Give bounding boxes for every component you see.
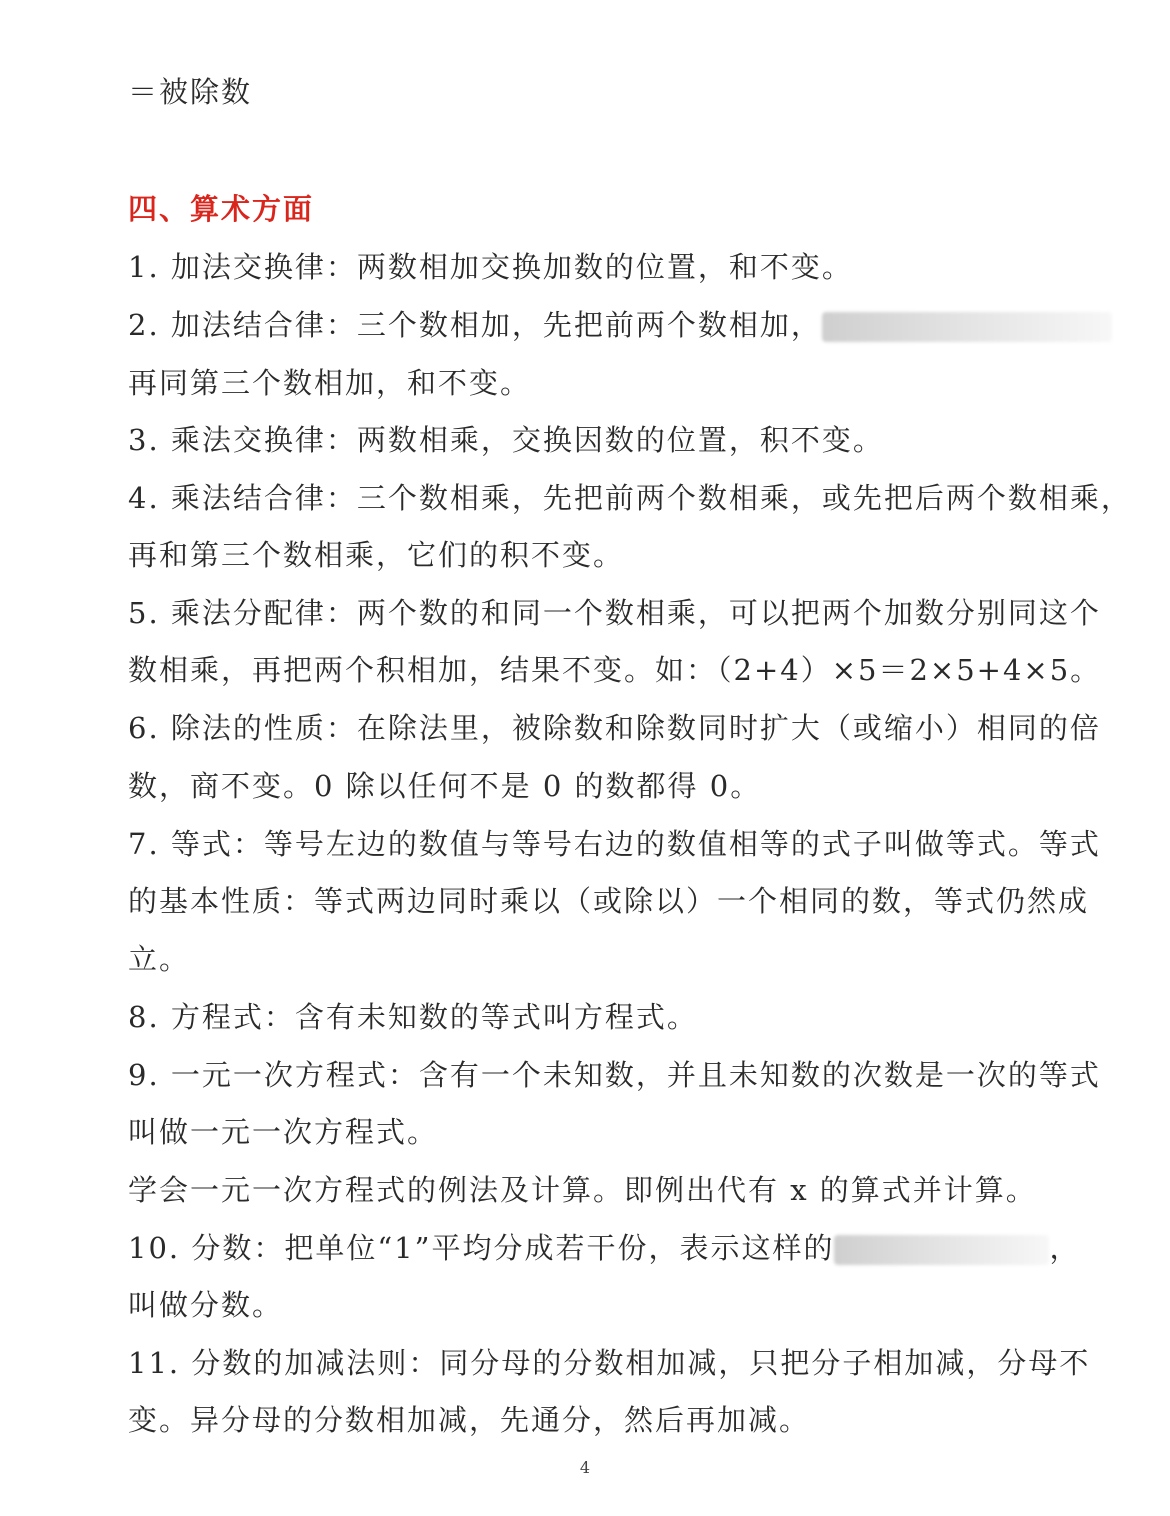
text-line-11b: 变。异分母的分数相加减，先通分，然后再加减。 [128, 1403, 811, 1437]
text-line-10a [128, 1228, 1080, 1268]
text-line-3: 3. 乘法交换律：两数相乘，交换因数的位置，积不变。 [128, 423, 884, 457]
text-line-2a [128, 305, 1112, 345]
text-line-6a: 6. 除法的性质：在除法里，被除数和除数同时扩大（或缩小）相同的倍 [128, 711, 1101, 745]
page-number: 4 [579, 1458, 591, 1477]
text-line-9c: 学会一元一次方程式的例法及计算。即例出代有 x 的算式并计算。 [128, 1173, 1037, 1207]
text-line-7c: 立。 [128, 942, 191, 976]
text-line-5a: 5. 乘法分配律：两个数的和同一个数相乘，可以把两个加数分别同这个 [128, 596, 1101, 630]
text-line-7a: 7. 等式：等号左边的数值与等号右边的数值相等的式子叫做等式。等式 [128, 827, 1101, 861]
text-line-top-remainder: ＝被除数 [128, 75, 253, 109]
text-line-11a: 11. 分数的加减法则：同分母的分数相加减，只把分子相加减，分母不 [128, 1346, 1091, 1380]
text-line-8: 8. 方程式：含有未知数的等式叫方程式。 [128, 1000, 698, 1034]
text-line-10b: 叫做分数。 [128, 1288, 284, 1322]
text-line-9a: 9. 一元一次方程式：含有一个未知数，并且未知数的次数是一次的等式 [128, 1058, 1101, 1092]
redaction-blur [822, 312, 1112, 342]
text-line-2a-text: 2. 加法结合律：三个数相加，先把前两个数相加， [128, 308, 822, 342]
text-line-7b: 的基本性质：等式两边同时乘以（或除以）一个相同的数，等式仍然成 [128, 884, 1090, 918]
text-line-5b: 数相乘，再把两个积相加，结果不变。如：（2+4）×5＝2×5+4×5。 [128, 653, 1102, 687]
text-line-6b: 数，商不变。0 除以任何不是 0 的数都得 0。 [128, 769, 762, 803]
section-title: 四、算术方面 [128, 192, 315, 226]
text-line-1: 1. 加法交换律：两数相加交换加数的位置，和不变。 [128, 250, 853, 284]
text-line-4b: 再和第三个数相乘，它们的积不变。 [128, 538, 625, 572]
text-line-9b: 叫做一元一次方程式。 [128, 1115, 439, 1149]
text-line-2b: 再同第三个数相加，和不变。 [128, 366, 532, 400]
text-line-4a: 4. 乘法结合律：三个数相乘，先把前两个数相乘，或先把后两个数相乘， [128, 481, 1132, 515]
redaction-blur [834, 1235, 1049, 1265]
text-line-10a-text: 10. 分数：把单位“1”平均分成若干份，表示这样的 [128, 1231, 835, 1265]
text-line-10a-end: ， [1049, 1231, 1081, 1265]
